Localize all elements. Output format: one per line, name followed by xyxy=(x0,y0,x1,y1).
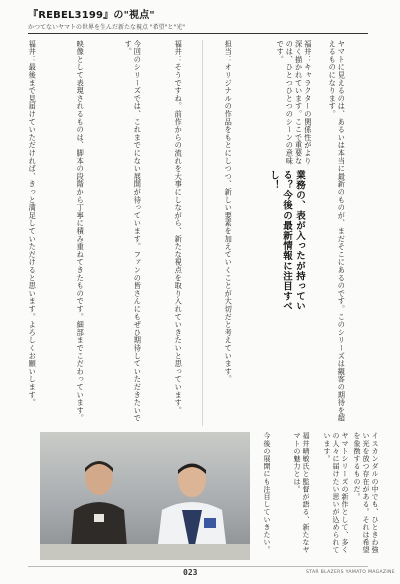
interview-photo xyxy=(40,432,250,560)
column-text: ヤマトシリーズの新作として、多くの人々に届けたい思いが込められています。 xyxy=(323,432,349,554)
column-text: 福井：最後まで見届けていただければ、きっと満足していただけると思います。よろしくお願いします。 xyxy=(28,40,38,407)
text-column xyxy=(292,432,318,560)
column-text: 映像として表現されるものは、脚本の段階から丁寧に積み重ねてきたものです。細部までこだわっています。 xyxy=(76,40,86,423)
photo-table xyxy=(40,544,250,560)
column-text: 福井：そうですね。前作からの流れを大事にしながら、新たな視点を取り入れていきたいと思っています。 xyxy=(174,40,184,415)
header-rule xyxy=(28,33,368,34)
text-column xyxy=(322,432,348,560)
text-column xyxy=(174,40,220,426)
column-text: 今後の展開にも注目していきたい。 xyxy=(263,432,271,554)
page-footer xyxy=(0,566,400,584)
article-header xyxy=(28,6,328,36)
bottom-text-block xyxy=(258,432,378,560)
column-divider xyxy=(202,40,203,426)
text-column xyxy=(262,432,288,560)
text-column xyxy=(124,40,170,426)
column-text: 今回のシリーズでは、これまでにない展開が待っています。ファンの皆さんにもぜひ期待していただきたいです。 xyxy=(124,40,143,423)
footer-rule xyxy=(28,566,368,567)
callout-text: 業務の、表が入ったが持っている？今後の最新情報に注目すべし！ xyxy=(268,170,305,312)
text-column xyxy=(328,40,374,426)
column-text: 担当：オリジナルの作品をもとにしつつ、新しい要素を加えていくことが大切だと考えています。 xyxy=(224,40,234,384)
text-columns xyxy=(28,40,378,426)
column-text: 福井：キャラクターの関係性がより深く描かれています。ここで重要なのは、ひとつひとつのシーンの意味です。 xyxy=(276,40,313,165)
page-number: 023 xyxy=(183,568,198,577)
publication-name: STAR BLAZERS YAMATO MAGAZINE xyxy=(306,570,395,575)
column-text: 福井晴敏氏と監督が語る、新たなヤマトの魅力とは。 xyxy=(293,432,310,554)
article-title: 『REBEL3199』の"視点" xyxy=(28,10,155,21)
article-subtitle: かつてないヤマトの世界を生んだ新たな視点 "希望"と"光" xyxy=(28,24,185,31)
text-column xyxy=(28,40,74,426)
callout-heading xyxy=(267,170,305,330)
column-text: イスカンダルの中でも、ひときわ強い光を放つ存在がある。それは希望を象徴するものだ。 xyxy=(353,432,379,554)
text-column xyxy=(224,40,270,426)
text-column xyxy=(276,40,322,170)
text-column xyxy=(352,432,378,560)
column-text: ヤマトに見えるのは、あるいは本当に最新のものが、まだそこにあるのです。このシリーズは観客の期待を超えるものになります。 xyxy=(328,40,347,423)
text-column xyxy=(76,40,122,426)
